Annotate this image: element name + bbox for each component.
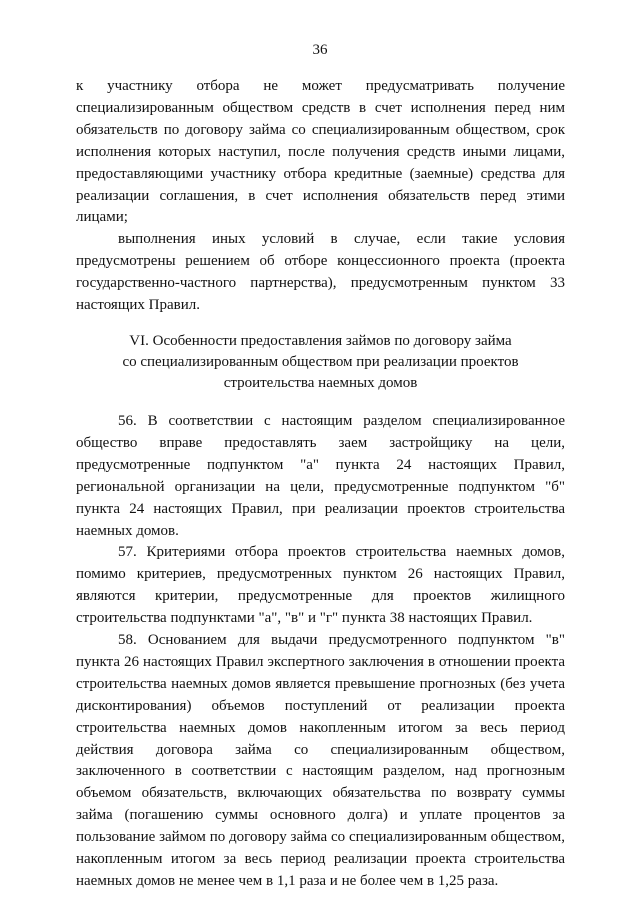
document-body [76,76,565,893]
section-heading-line-1: VI. Особенности предоставления займов по договору займа [129,332,512,349]
section-body [76,411,565,893]
paragraph-other-conditions: выполнения иных условий в случае, если такие условия предусмотрены решением об отборе концессионного проекта (проекта государственно-частного партнерства), предусмотренным пунктом 33 настоящих Правил. [76,231,565,314]
page-number: 36 [312,42,328,58]
section-heading-line-3: строительства наемных домов [223,374,418,391]
section-heading-line-2: со специализированным обществом при реализации проектов [122,353,519,370]
paragraph-56: 56. В соответствии с настоящим разделом специализированное общество вправе предоставлять заем застройщику на цели, предусмотренные подпунктом "а" пункта 24 настоящих Правил, региональной организации на цели, предусмотренные подпунктом "б" пункта 24 настоящих Правил, при реализации проектов строительства наемных домов. [76,412,565,539]
section-heading [76,331,565,394]
paragraph-58: 58. Основанием для выдачи предусмотренного подпунктом "в" пункта 26 настоящих Правил экспертного заключения в отношении проекта строительства наемных домов является превышение прогнозных (без учета дисконтирования) объемов поступлений от реализации проекта строительства наемных домов накопленным итогом за весь период действия договора займа со специализированным обществом, заключенного в соответствии с настоящим разделом, над прогнозным объемом обязательств, включающих обязательства по возврату суммы займа (погашению суммы основного долга) и уплате процентов за пользование займом по договору займа со специализированным обществом, накопленным итогом за весь период реализации проекта строительства наемных домов не менее чем в 1,1 раза и не более чем в 1,25 раза. [76,632,565,889]
paragraph-57: 57. Критериями отбора проектов строительства наемных домов, помимо критериев, предусмотренных пунктом 26 настоящих Правил, являются критерии, предусмотренные для проектов жилищного строительства подпунктами "а", "в" и "г" пункта 38 настоящих Правил. [76,544,565,627]
paragraph-continuation: к участнику отбора не может предусматривать получение специализированным обществом средств в счет исполнения перед ним обязательств по договору займа со специализированным обществом, срок исполнения которых наступил, после получения средств иными лицами, предоставляющими участнику отбора кредитные (заемные) средства для реализации соглашения, в счет исполнения обязательств перед этими лицами; [76,78,565,226]
